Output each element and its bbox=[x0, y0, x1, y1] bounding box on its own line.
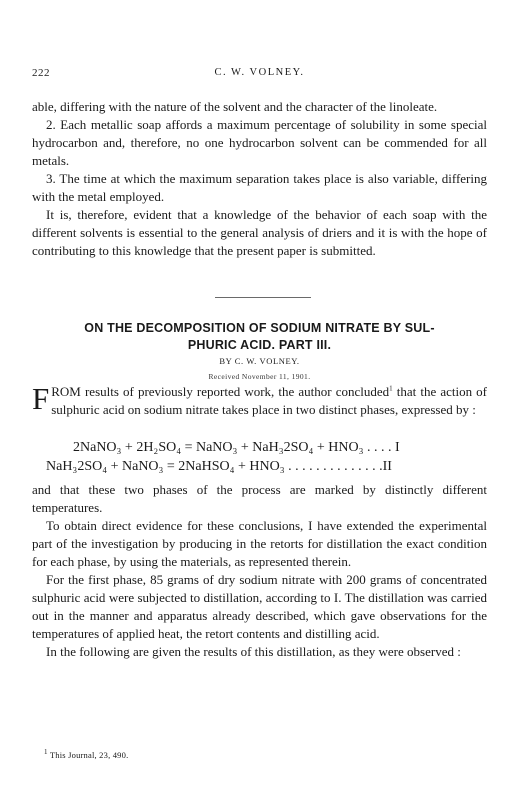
running-title: C. W. VOLNEY. bbox=[214, 67, 305, 78]
footnote bbox=[44, 750, 128, 760]
paragraph: To obtain direct evidence for these conclusions, I have extended the experimental part of the investigation by producing in the retorts for distillation the exact condition for each phase, by using the materials, as represented therein. bbox=[32, 518, 487, 569]
footnote-ref: 1 bbox=[389, 384, 393, 393]
equation-text: NaH₃2SO₄ + NaNO₃ = 2NaHSO₄ + HNO₃ . . . . . . . . . . . . . .II bbox=[46, 459, 392, 474]
equation bbox=[32, 438, 487, 457]
intro-continuation: that the action of sulphuric acid on sodium nitrate takes place in two distinct phases, expressed by : bbox=[51, 384, 488, 417]
previous-article-conclusion bbox=[32, 98, 487, 260]
paragraph: able, differing with the nature of the solvent and the character of the linoleate. bbox=[32, 99, 438, 114]
byline: BY C. W. VOLNEY. bbox=[219, 356, 300, 366]
received-date: Received November 11, 1901. bbox=[208, 372, 311, 381]
intro-paragraph bbox=[32, 383, 487, 419]
equation-text: 2NaNO₃ + 2H₂SO₄ = NaNO₃ + NaH₃2SO₄ + HNO₃ . . . . I bbox=[73, 440, 400, 455]
article-intro bbox=[32, 383, 487, 419]
paragraph: For the first phase, 85 grams of dry sodium nitrate with 200 grams of concentrated sulphuric acid were subjected to distillation, according to I. The distillation was carried out in the manner and apparatus already described, which gave observations for the temperatures of applied heat, the retort contents and distilling acid. bbox=[32, 572, 487, 641]
article-title-line: PHURIC ACID. PART III. bbox=[187, 338, 332, 352]
running-head bbox=[32, 67, 487, 81]
paragraph: 2. Each metallic soap affords a maximum percentage of solubility in some special hydrocarbon and, therefore, no one hydrocarbon solvent can be commended for all metals. bbox=[32, 117, 487, 168]
journal-page bbox=[32, 0, 487, 793]
equation bbox=[32, 457, 487, 476]
paragraph: In the following are given the results of this distillation, as they were observed : bbox=[46, 644, 461, 659]
drop-cap: F bbox=[32, 381, 50, 416]
section-divider bbox=[215, 297, 311, 298]
footnote-mark: 1 bbox=[44, 748, 48, 757]
page-number: 222 bbox=[32, 67, 50, 79]
paragraph: and that these two phases of the process are marked by distinctly different temperatures. bbox=[32, 482, 487, 515]
footnote-text: This Journal, 23, 490. bbox=[49, 750, 129, 760]
paragraph: 3. The time at which the maximum separation takes place is also variable, differing with the metal employed. bbox=[32, 171, 487, 204]
intro-text: ROM results of previously reported work, the author concluded bbox=[51, 384, 390, 399]
article-title bbox=[32, 320, 487, 354]
article-title-line: ON THE DECOMPOSITION OF SODIUM NITRATE BY SUL- bbox=[84, 321, 435, 335]
reaction-equations bbox=[32, 438, 487, 476]
paragraph: It is, therefore, evident that a knowledge of the behavior of each soap with the different solvents is essential to the general analysis of driers and it is with the hope of contributing to this knowledge that the present paper is submitted. bbox=[32, 207, 487, 258]
article-body bbox=[32, 481, 487, 661]
